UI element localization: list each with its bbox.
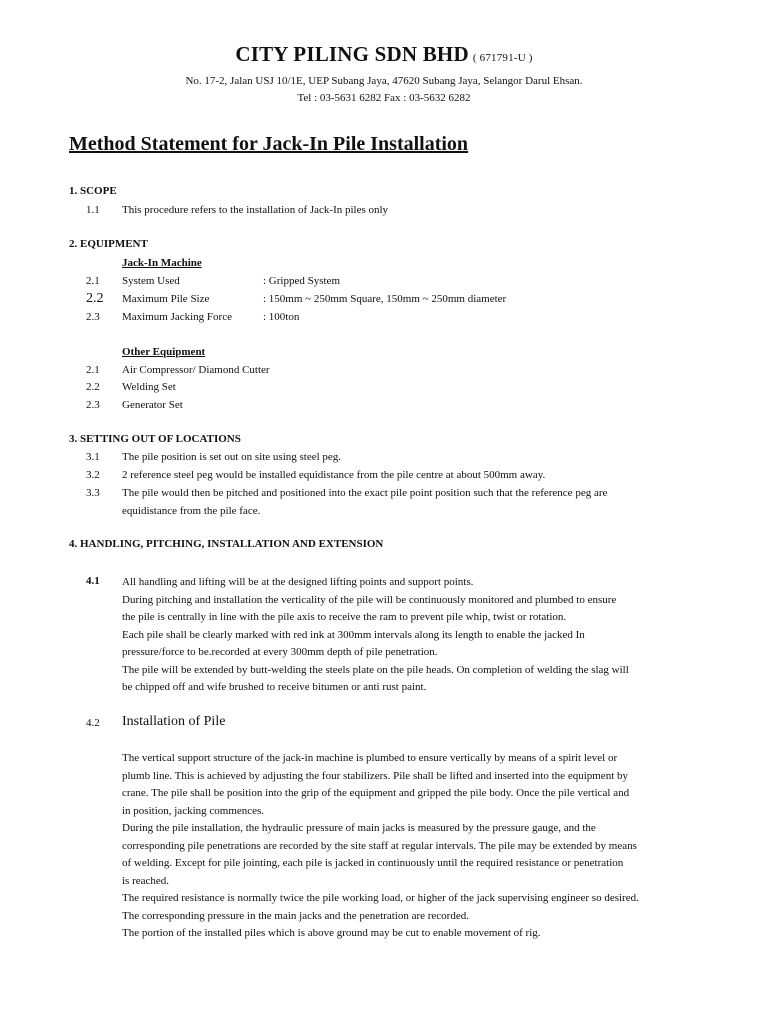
company-contact: Tel : 03-5631 6282 Fax : 03-5632 6282 <box>297 92 471 104</box>
document-title: Method Statement for Jack-In Pile Installation <box>69 133 469 155</box>
jack-in-machine-subheading: Jack-In Machine <box>122 257 202 269</box>
paragraph-line: The pile will be extended by butt-welding the steels plate on the pile heads. On completion of welding the slag will <box>122 663 629 676</box>
registration-number: ( 671791-U ) <box>472 52 533 64</box>
item-text: This procedure refers to the installation of Jack-In piles only <box>122 204 389 216</box>
item-text: The pile would then be pitched and positioned into the exact pile point position such that the reference peg are <box>122 487 608 499</box>
item-text: Generator Set <box>122 399 183 411</box>
company-name <box>0 42 768 67</box>
section-4-2-paragraph <box>122 750 682 943</box>
item-number: 2.2 <box>86 381 100 393</box>
paragraph-line: of welding. Except for pile jointing, each pile is jacked in continuously until the required resistance or penetration <box>122 857 624 869</box>
paragraph-line: pressure/force to be.recorded at every 300mm depth of pile penetration. <box>122 646 438 658</box>
section-4-1-paragraph <box>122 574 682 697</box>
company-name-text: CITY PILING SDN BHD <box>235 42 469 66</box>
item-number: 3.1 <box>86 451 100 463</box>
paragraph-line: The vertical support structure of the jack-in machine is plumbed to ensure vertically by means of a spirit level or <box>122 752 618 764</box>
spec-value: : 150mm ~ 250mm Square, 150mm ~ 250mm diameter <box>263 293 507 305</box>
item-number: 2.3 <box>86 311 100 323</box>
section-handling-heading: 4. HANDLING, PITCHING, INSTALLATION AND EXTENSION <box>69 538 384 550</box>
installation-of-pile-heading: Installation of Pile <box>122 714 226 729</box>
spec-value: : 100ton <box>263 311 300 323</box>
spec-label: Maximum Jacking Force <box>122 311 232 323</box>
paragraph-line: corresponding pile penetrations are recorded by the site staff at regular intervals. The pile may be extended by means <box>122 839 637 852</box>
paragraph-line: Each pile shall be clearly marked with red ink at 300mm intervals along its length to enable the jacked In <box>122 628 585 641</box>
item-text-continued: equidistance from the pile face. <box>122 505 261 517</box>
paragraph-line: in position, jacking commences. <box>122 804 265 817</box>
paragraph-line: The required resistance is normally twice the pile working load, or higher of the jack supervising engineer so desired. <box>122 892 639 904</box>
item-number: 2.1 <box>86 275 100 287</box>
item-number: 4.2 <box>86 717 100 729</box>
item-number: 2.1 <box>86 364 100 376</box>
item-number: 1.1 <box>86 204 100 216</box>
item-text: Air Compressor/ Diamond Cutter <box>122 364 270 376</box>
paragraph-line: The corresponding pressure in the main jacks and the penetration are recorded. <box>122 909 469 922</box>
company-address: No. 17-2, Jalan USJ 10/1E, UEP Subang Jaya, 47620 Subang Jaya, Selangor Darul Ehsan. <box>185 75 583 87</box>
item-text: The pile position is set out on site using steel peg. <box>122 451 342 463</box>
paragraph-line: the pile is centrally in line with the pile axis to receive the ram to prevent pile whip, twist or rotation. <box>122 611 567 623</box>
item-text: 2 reference steel peg would be installed equidistance from the pile centre at about 500mm away. <box>122 469 546 481</box>
paragraph-line: is reached. <box>122 874 170 887</box>
item-number: 3.2 <box>86 469 100 481</box>
paragraph-line: All handling and lifting will be at the designed lifting points and support points. <box>122 576 474 588</box>
section-equipment-heading: 2. EQUIPMENT <box>69 238 148 250</box>
paragraph-line: crane. The pile shall be position into the grip of the equipment and gripped the pile body. Once the pile vertical and <box>122 787 630 799</box>
spec-label: System Used <box>122 275 180 287</box>
section-scope-heading: 1. SCOPE <box>69 185 117 197</box>
spec-value: : Gripped System <box>263 275 340 287</box>
item-number: 2.2 <box>86 291 104 306</box>
item-number: 2.3 <box>86 399 100 411</box>
item-number: 3.3 <box>86 487 100 499</box>
item-number: 4.1 <box>86 575 100 587</box>
paragraph-line: During pitching and installation the verticality of the pile will be continuously monitored and plumbed to ensure <box>122 593 617 606</box>
section-setting-out-heading: 3. SETTING OUT OF LOCATIONS <box>69 433 241 445</box>
paragraph-line: During the pile installation, the hydraulic pressure of main jacks is measured by the pressure gauge, and the <box>122 822 596 834</box>
paragraph-line: The portion of the installed piles which is above ground may be cut to enable movement of rig. <box>122 927 541 939</box>
paragraph-line: be chipped off and wife brushed to receive bitumen or anti rust paint. <box>122 681 427 693</box>
paragraph-line: plumb line. This is achieved by adjusting the four stabilizers. Pile shall be lifted and inserted into the equipment by <box>122 769 628 782</box>
item-text: Welding Set <box>122 381 176 393</box>
other-equipment-subheading: Other Equipment <box>122 346 206 358</box>
spec-label: Maximum Pile Size <box>122 293 210 305</box>
